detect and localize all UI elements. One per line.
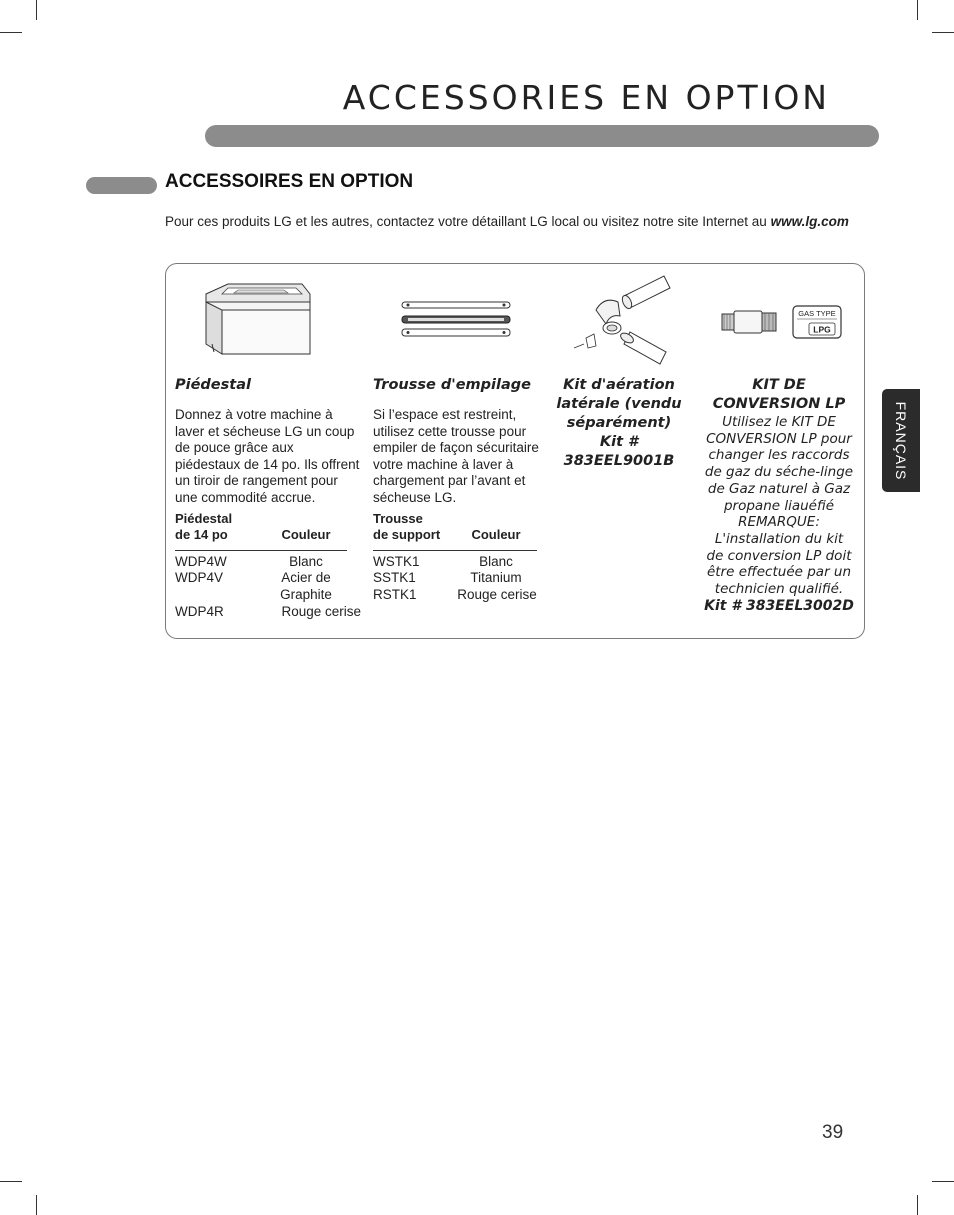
intro-text: Pour ces produits LG et les autres, contactez votre détaillant LG local ou visitez notre site Internet au [165, 214, 767, 229]
section-pill [86, 177, 157, 194]
table-row [373, 554, 537, 571]
lp-kit-title-line: CONVERSION LP [712, 396, 846, 412]
page-number: 39 [822, 1122, 844, 1143]
crop-mark [36, 1195, 37, 1215]
vent-kit-illustration [570, 272, 680, 366]
model-cell: RSTK1 [373, 586, 417, 602]
crop-mark [932, 1181, 954, 1182]
lp-kit-title-line: KIT DE [752, 377, 806, 393]
color-cell: Rouge cerise [281, 603, 361, 619]
pedestal-description: Donnez à votre machine à laver et sécheuse LG un coup de pouce grâce aux piédestaux de 14 po. Ils offrent un tiroir de rangement pour une commodité accrue. [175, 407, 360, 505]
header-model-line2: de 14 po [175, 527, 228, 543]
table-row [175, 570, 347, 603]
vent-title-line: Kit d'aération [563, 377, 675, 393]
header-model-line2: de support [373, 527, 441, 543]
crop-mark [36, 0, 37, 20]
stacking-title: Trousse d'empilage [373, 377, 531, 393]
color-cell: Acier de Graphite [280, 570, 332, 602]
lp-kit-body: Utilisez le KIT DE CONVERSION LP pour changer les raccords de gaz du séche-linge de Gaz naturel à Gaz propane liauéfié REMARQUE: L'installation du kit de conversion LP doit être effectuée par un technicien qualifié. Kit # 383EEL3002D [696, 414, 862, 614]
model-cell: WDP4R [175, 603, 224, 619]
lp-kit-number: Kit # 383EEL3002D [704, 597, 854, 614]
vent-title-line: séparément) [566, 415, 672, 431]
pedestal-title: Piédestal [175, 377, 251, 393]
model-cell: WSTK1 [373, 553, 420, 569]
stacking-table [373, 511, 537, 604]
header-color: Couleur [281, 527, 331, 543]
vent-column [544, 376, 694, 471]
section-heading: ACCESSOIRES EN OPTION [165, 171, 414, 192]
color-cell: Rouge cerise [457, 586, 537, 602]
pedestal-table [175, 510, 361, 621]
vent-title-line: latérale (vendu [556, 396, 682, 412]
page-title: ACCESSORIES EN OPTION [342, 78, 830, 117]
stacking-kit-illustration [398, 298, 514, 342]
lp-kit-illustration [718, 300, 786, 344]
lpg-label: LPG [813, 324, 831, 335]
header-color: Couleur [471, 527, 521, 543]
crop-mark [0, 32, 22, 33]
color-cell: Titanium [470, 570, 522, 586]
table-header [175, 511, 347, 551]
stacking-description: Si l’espace est restreint, utilisez cette trousse pour empiler de façon sécuritaire votre machine à laver à chargement par l’avant et sécheuse LG. [373, 407, 539, 505]
stacking-column [373, 376, 541, 604]
model-cell: WDP4W [175, 553, 227, 569]
table-header [373, 511, 537, 551]
crop-mark [917, 1195, 918, 1215]
language-tab-label: FRANÇAIS [893, 401, 909, 480]
model-cell: WDP4V [175, 570, 224, 586]
gas-type-label: GAS TYPE [798, 309, 836, 318]
model-cell: SSTK1 [373, 570, 416, 586]
color-cell: Blanc [479, 553, 513, 569]
intro-paragraph [165, 213, 862, 231]
table-row [175, 604, 361, 621]
header-model-line1: Trousse [373, 510, 423, 526]
vent-kit-number: Kit # 383EEL9001B [563, 434, 675, 469]
lp-kit-column [696, 376, 862, 614]
table-row [373, 570, 537, 587]
website-link[interactable]: www.lg.com [770, 214, 849, 229]
crop-mark [917, 0, 918, 20]
crop-mark [932, 32, 954, 33]
table-row [373, 587, 539, 604]
gas-type-tag [792, 305, 842, 339]
color-cell: Blanc [289, 553, 323, 569]
header-model-line1: Piédestal [175, 510, 233, 526]
pedestal-illustration [200, 280, 318, 360]
crop-mark [0, 1181, 22, 1182]
title-bar [205, 125, 879, 147]
language-tab [882, 389, 920, 492]
pedestal-column [175, 376, 362, 620]
table-row [175, 554, 347, 571]
